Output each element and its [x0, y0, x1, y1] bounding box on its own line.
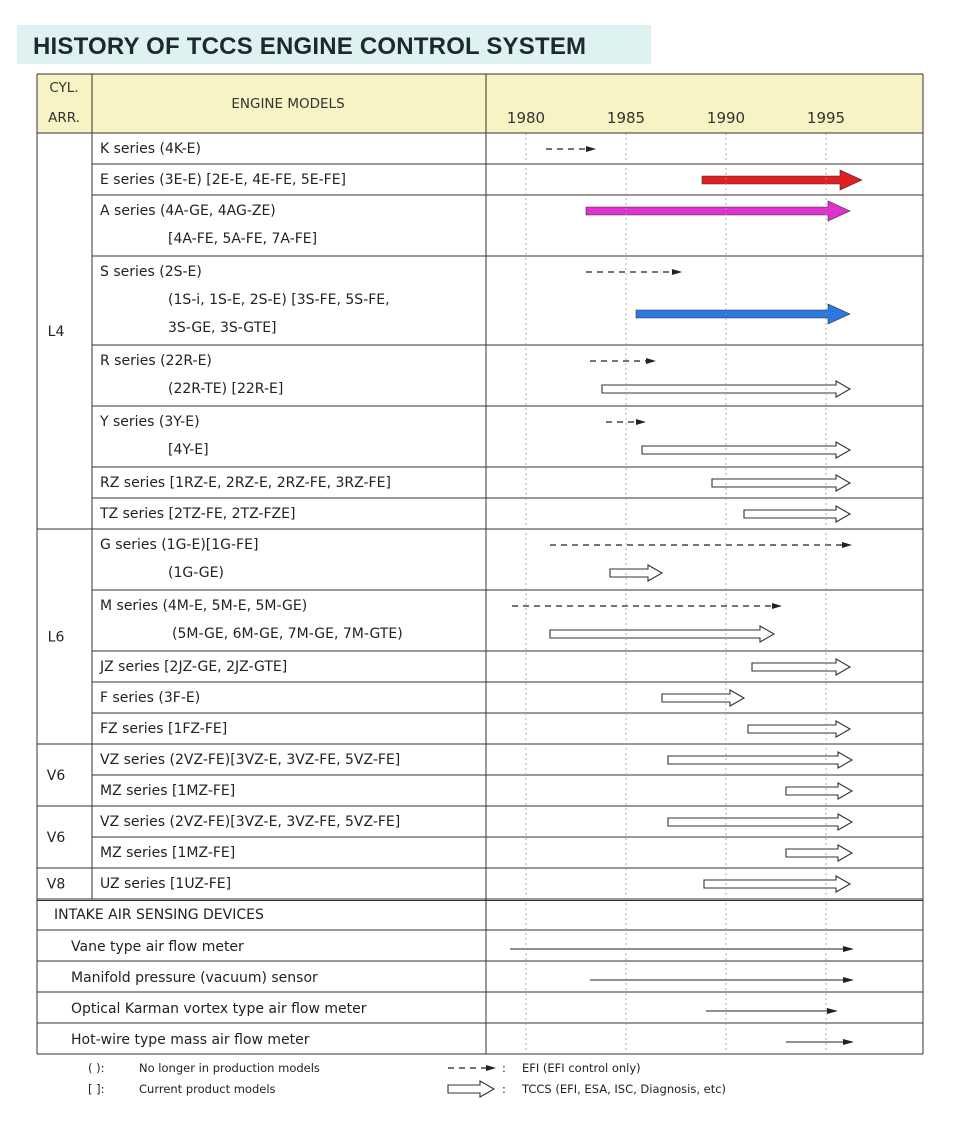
engine-model-label: 3S-GE, 3S-GTE]: [168, 320, 277, 336]
cyl-arrangement-label: L4: [47, 324, 65, 340]
efi-arrow: [546, 146, 596, 152]
efi-arrow: [550, 542, 852, 548]
engine-model-label: (1G-GE): [168, 565, 224, 581]
engine-model-label: G series (1G-E)[1G-FE]: [100, 537, 259, 553]
tccs-arrow: [786, 783, 852, 799]
legend-text: Current product models: [139, 1082, 276, 1096]
tccs-arrow: [786, 845, 852, 861]
engine-model-label: R series (22R-E): [100, 353, 212, 369]
header-arr: ARR.: [48, 110, 80, 126]
tccs-arrow: [636, 304, 850, 324]
legend-efi-arrow: [448, 1065, 496, 1071]
cyl-arrangement-label: V6: [46, 768, 66, 784]
sensing-device-label: Manifold pressure (vacuum) sensor: [71, 970, 318, 986]
engine-model-label: VZ series (2VZ-FE)[3VZ-E, 3VZ-FE, 5VZ-FE]: [100, 814, 401, 830]
efi-arrow: [512, 603, 782, 609]
engine-model-label: [4A-FE, 5A-FE, 7A-FE]: [168, 231, 318, 247]
sensing-arrow: [510, 946, 854, 952]
cyl-arrangement-label: V6: [46, 830, 66, 846]
tccs-arrow: [712, 475, 850, 491]
sensing-title: INTAKE AIR SENSING DEVICES: [54, 907, 264, 923]
engine-model-label: S series (2S-E): [100, 264, 202, 280]
x-tick-label: 1980: [506, 109, 546, 127]
engine-model-label: JZ series [2JZ-GE, 2JZ-GTE]: [100, 659, 288, 675]
legend-symbol: [ ]:: [88, 1082, 105, 1096]
engine-model-label: K series (4K-E): [100, 141, 201, 157]
tccs-arrow: [610, 565, 662, 581]
engine-model-label: MZ series [1MZ-FE]: [100, 845, 236, 861]
efi-arrow: [590, 358, 656, 364]
engine-model-label: MZ series [1MZ-FE]: [100, 783, 236, 799]
x-tick-label: 1995: [806, 109, 846, 127]
engine-model-label: (1S-i, 1S-E, 2S-E) [3S-FE, 5S-FE,: [168, 292, 390, 308]
legend-tccs-arrow: [448, 1081, 494, 1097]
legend-colon: :: [502, 1082, 506, 1096]
engine-model-label: FZ series [1FZ-FE]: [100, 721, 228, 737]
engine-model-label: [4Y-E]: [168, 442, 209, 458]
header-engine-models: ENGINE MODELS: [231, 96, 345, 112]
x-tick-label: 1985: [606, 109, 646, 127]
tccs-arrow: [662, 690, 744, 706]
tccs-arrow: [752, 659, 850, 675]
sensing-device-label: Vane type air flow meter: [71, 939, 244, 955]
legend-text: TCCS (EFI, ESA, ISC, Diagnosis, etc): [522, 1082, 727, 1096]
cyl-arrangement-label: V8: [46, 876, 66, 893]
header-cyl: CYL.: [49, 80, 79, 96]
engine-model-label: (22R-TE) [22R-E]: [168, 381, 284, 397]
sensing-arrow: [786, 1039, 854, 1045]
engine-model-label: E series (3E-E) [2E-E, 4E-FE, 5E-FE]: [100, 172, 347, 188]
engine-model-label: RZ series [1RZ-E, 2RZ-E, 2RZ-FE, 3RZ-FE]: [100, 475, 391, 491]
sensing-device-label: Optical Karman vortex type air flow meter: [71, 1001, 367, 1017]
legend-text: EFI (EFI control only): [522, 1061, 641, 1075]
engine-model-label: TZ series [2TZ-FE, 2TZ-FZE]: [100, 506, 296, 522]
tccs-arrow: [668, 814, 852, 830]
engine-model-label: UZ series [1UZ-FE]: [100, 876, 232, 892]
legend-symbol: ( ):: [88, 1061, 105, 1075]
table-header-bg: [37, 74, 923, 133]
efi-arrow: [586, 269, 682, 275]
tccs-arrow: [668, 752, 852, 768]
tccs-arrow: [642, 442, 850, 458]
engine-model-label: VZ series (2VZ-FE)[3VZ-E, 3VZ-FE, 5VZ-FE]: [100, 752, 401, 768]
engine-model-label: Y series (3Y-E): [100, 414, 200, 430]
legend-text: No longer in production models: [139, 1061, 320, 1075]
engine-model-label: F series (3F-E): [100, 690, 201, 706]
engine-model-label: (5M-GE, 6M-GE, 7M-GE, 7M-GTE): [172, 626, 403, 642]
tccs-arrow: [744, 506, 850, 522]
legend-colon: :: [502, 1061, 506, 1075]
chart-title: HISTORY OF TCCS ENGINE CONTROL SYSTEM: [17, 25, 651, 64]
engine-model-label: A series (4A-GE, 4AG-ZE): [100, 203, 276, 219]
sensing-arrow: [590, 977, 854, 983]
engine-model-label: M series (4M-E, 5M-E, 5M-GE): [100, 598, 308, 614]
tccs-arrow: [748, 721, 850, 737]
sensing-device-label: Hot-wire type mass air flow meter: [71, 1032, 310, 1048]
x-tick-label: 1990: [706, 109, 746, 127]
tccs-arrow: [550, 626, 774, 642]
cyl-arrangement-label: L6: [47, 629, 65, 646]
